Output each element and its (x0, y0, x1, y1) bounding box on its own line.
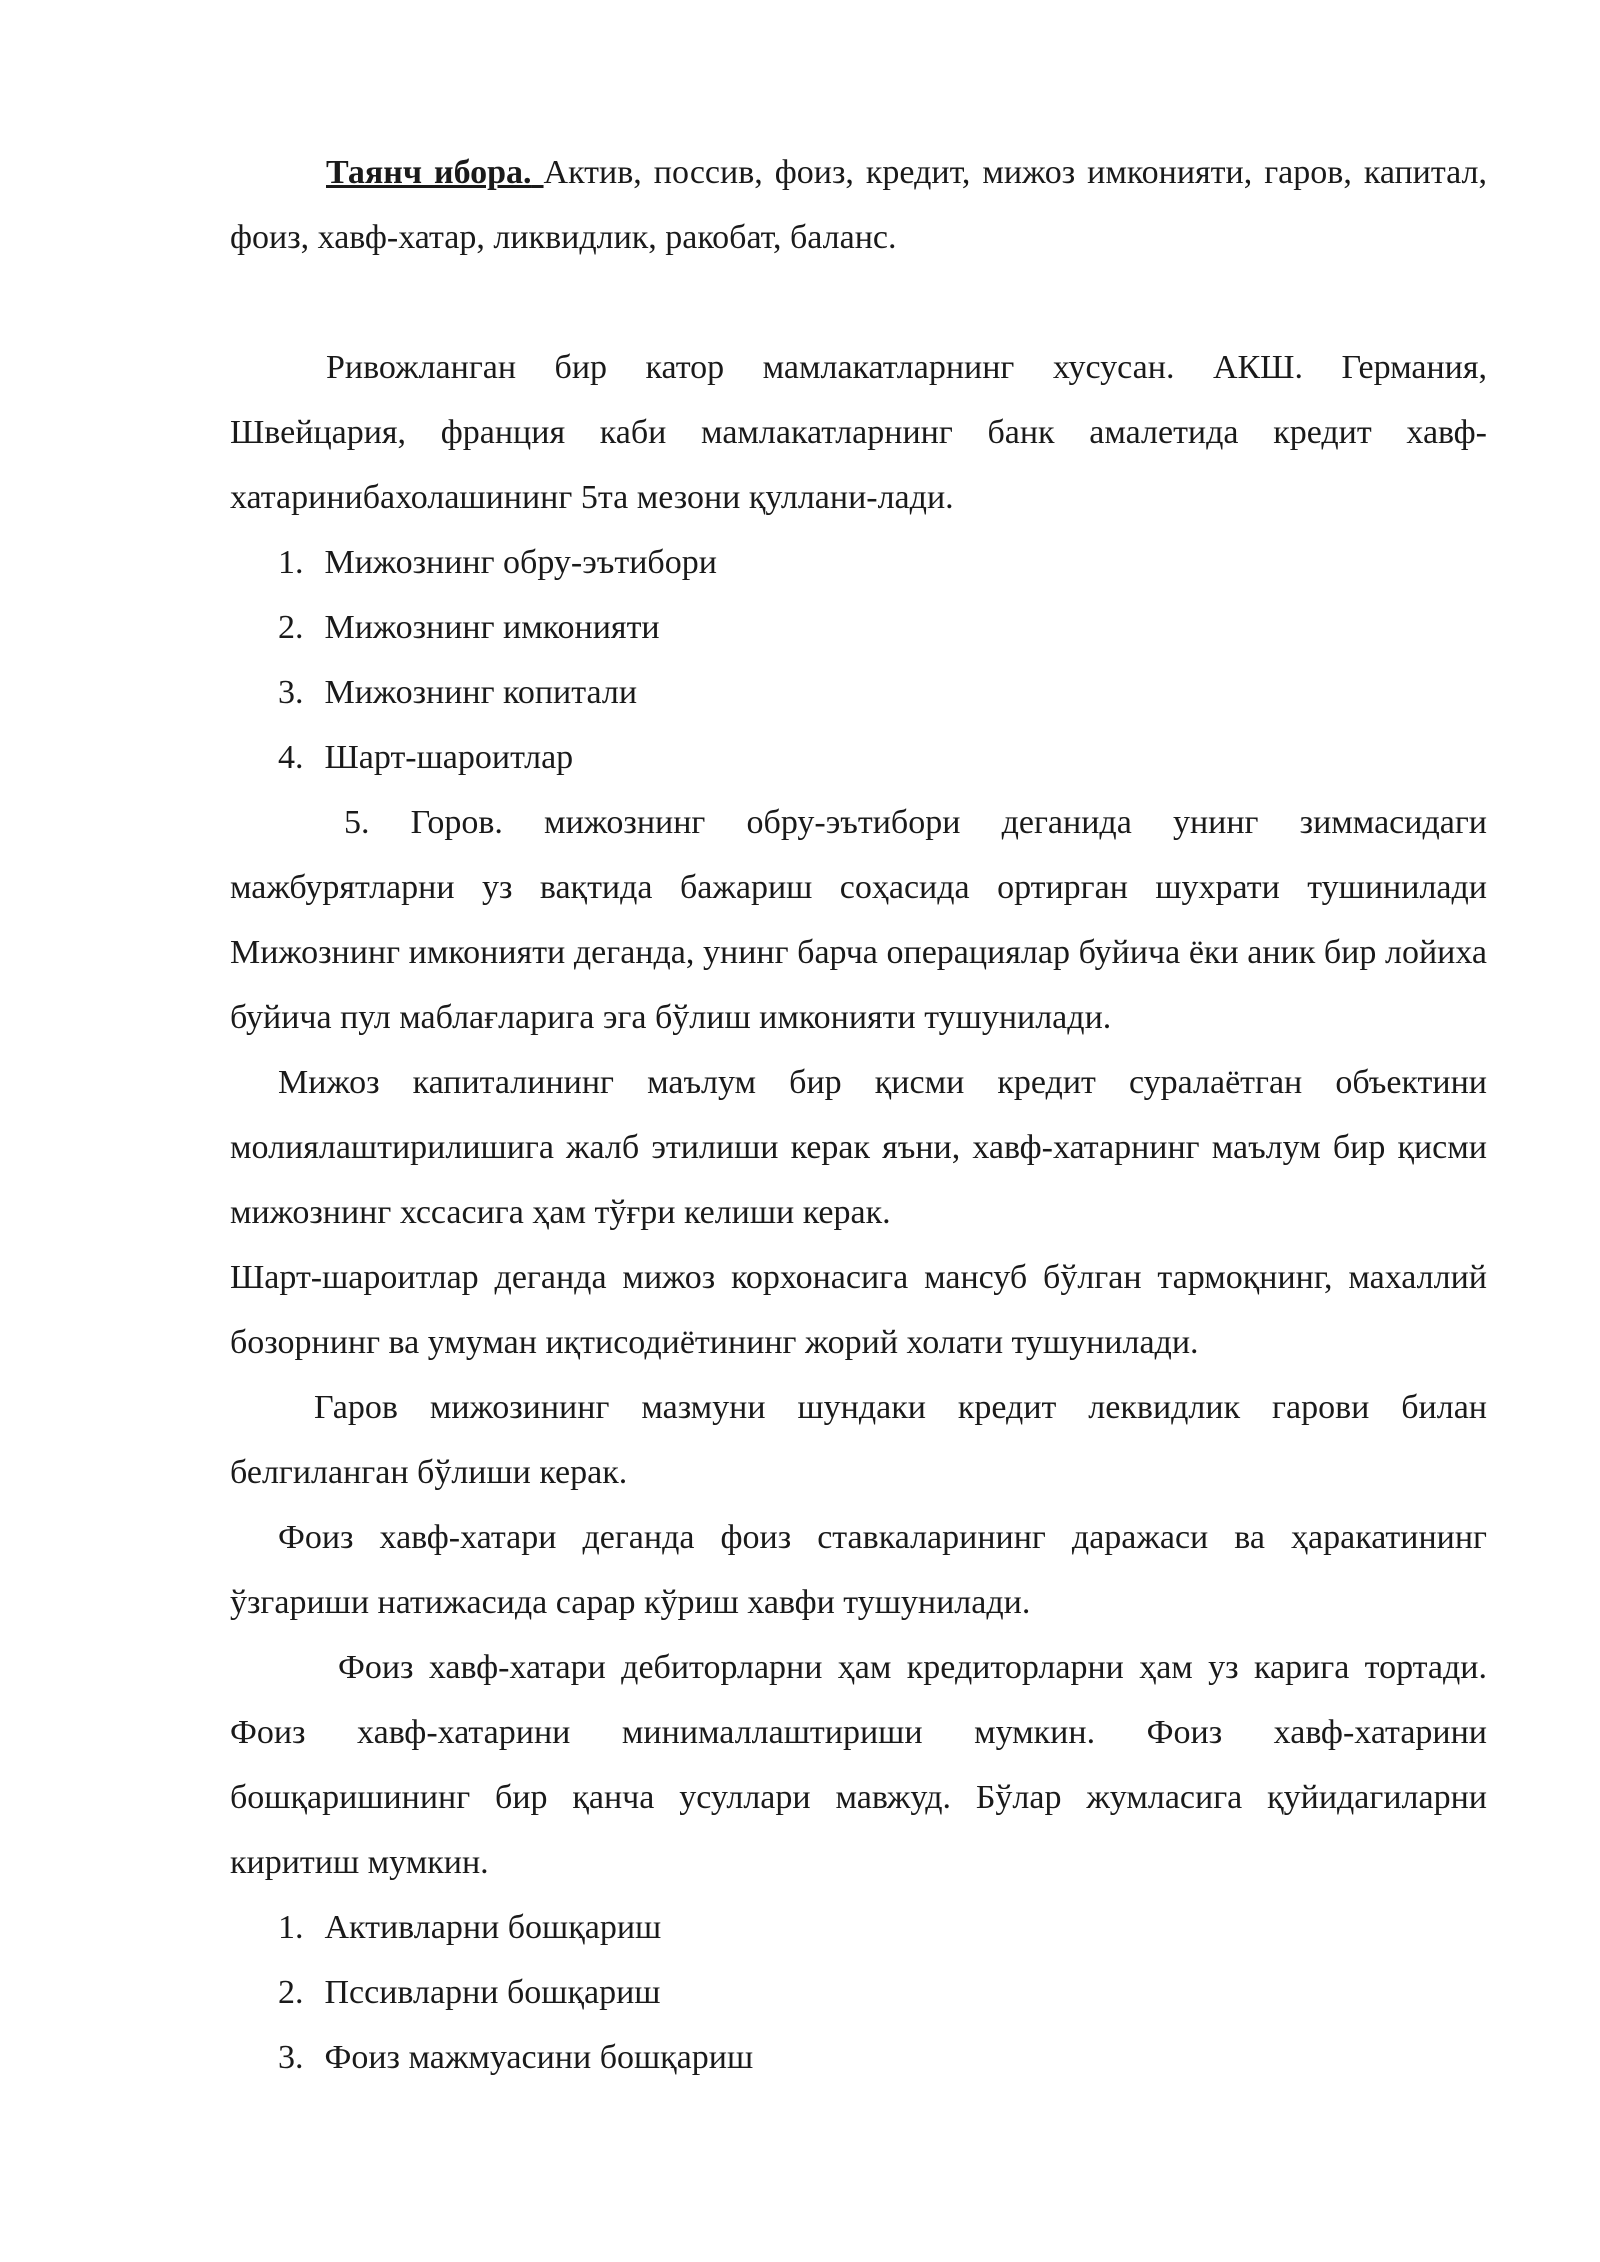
intro-paragraph: Ривожланган бир катор мамлакатларнинг хусусан. АКШ. Германия, Швейцария, франция каби мамлакатларнинг банк амалетида кредит хавф-хатаринибахолашининг 5та мезони қуллани-лади. (230, 349, 1487, 516)
collateral-paragraph: Гаров мижозининг мазмуни шундаки кредит леквидлик гарови билан белгиланган бўлиши керак. (230, 1389, 1487, 1491)
capital-paragraph: Мижоз капиталининг маълум бир қисми кредит суралаётган объектини молиялаштирилишига жалб этилиши керак яъни, хавф-хатарнинг маълум бир қисми мижознинг хссасига ҳам тўғри келиши керак. (230, 1064, 1487, 1231)
list-item (230, 1895, 1487, 1960)
criteria-list (230, 530, 1487, 790)
document-page (230, 140, 1487, 2090)
list-item (230, 2025, 1487, 2090)
list-item (230, 660, 1487, 725)
list-item-number: 3. (278, 674, 304, 711)
keywords-text: Актив, поссив, фоиз, кредит, мижоз имконияти, гаров, капитал, фоиз, хавф-хатар, ликвидлик, ракобат, баланс. (230, 154, 1487, 256)
list-item-text: Пссивларни бошқариш (324, 1974, 661, 2011)
paragraph-gap (230, 270, 1487, 335)
list-item-number: 1. (278, 544, 304, 581)
list-item (230, 1960, 1487, 2025)
keywords-paragraph (230, 140, 1487, 270)
interest-risk-management-paragraph: Фоиз хавф-хатари дебиторларни ҳам кредиторларни ҳам уз карига тортади. Фоиз хавф-хатарини минималлаштириши мумкин. Фоиз хавф-хатарини бошқаришининг бир қанча усуллари мавжуд. Бўлар жумласига қуйидагиларни киритиш мумкин. (230, 1649, 1487, 1881)
methods-list (230, 1895, 1487, 2090)
list-item-number: 4. (278, 739, 304, 776)
list-item-text: Шарт-шароитлар (324, 739, 574, 776)
list-item-number: 2. (278, 609, 304, 646)
list-item-number: 1. (278, 1909, 304, 1946)
list-item (230, 595, 1487, 660)
interest-risk-paragraph: Фоиз хавф-хатари деганда фоиз ставкаларининг даражаси ва ҳаракатининг ўзгариши натижасида сарар кўриш хавфи тушунилади. (230, 1519, 1487, 1621)
list-item-text: Мижознинг имконияти (324, 609, 660, 646)
list-item (230, 725, 1487, 790)
keywords-label: Таянч ибора. (326, 154, 532, 191)
list-item-text: Мижознинг копитали (324, 674, 638, 711)
list-item-number: 3. (278, 2039, 304, 2076)
keywords-underline-space (532, 154, 544, 191)
list-item-text: Фоиз мажмуасини бошқариш (324, 2039, 754, 2076)
conditions-paragraph: Шарт-шароитлар деганда мижоз корхонасига мансуб бўлган тармоқнинг, махаллий бозорнинг ва умуман иқтисодиётининг жорий холати тушунилади. (230, 1259, 1487, 1361)
list-item-text: Активларни бошқариш (324, 1909, 662, 1946)
reputation-paragraph: 5. Горов. мижознинг обру-эътибори деганида унинг зиммасидаги мажбурятларни уз вақтида бажариш соҳасида ортирган шухрати тушинилади Мижознинг имконияти деганда, унинг барча операциялар буйича ёки аник бир лойиха буйича пул маблағларига эга бўлиш имконияти тушунилади. (230, 804, 1487, 1036)
list-item (230, 530, 1487, 595)
list-item-text: Мижознинг обру-эътибори (324, 544, 717, 581)
list-item-number: 2. (278, 1974, 304, 2011)
